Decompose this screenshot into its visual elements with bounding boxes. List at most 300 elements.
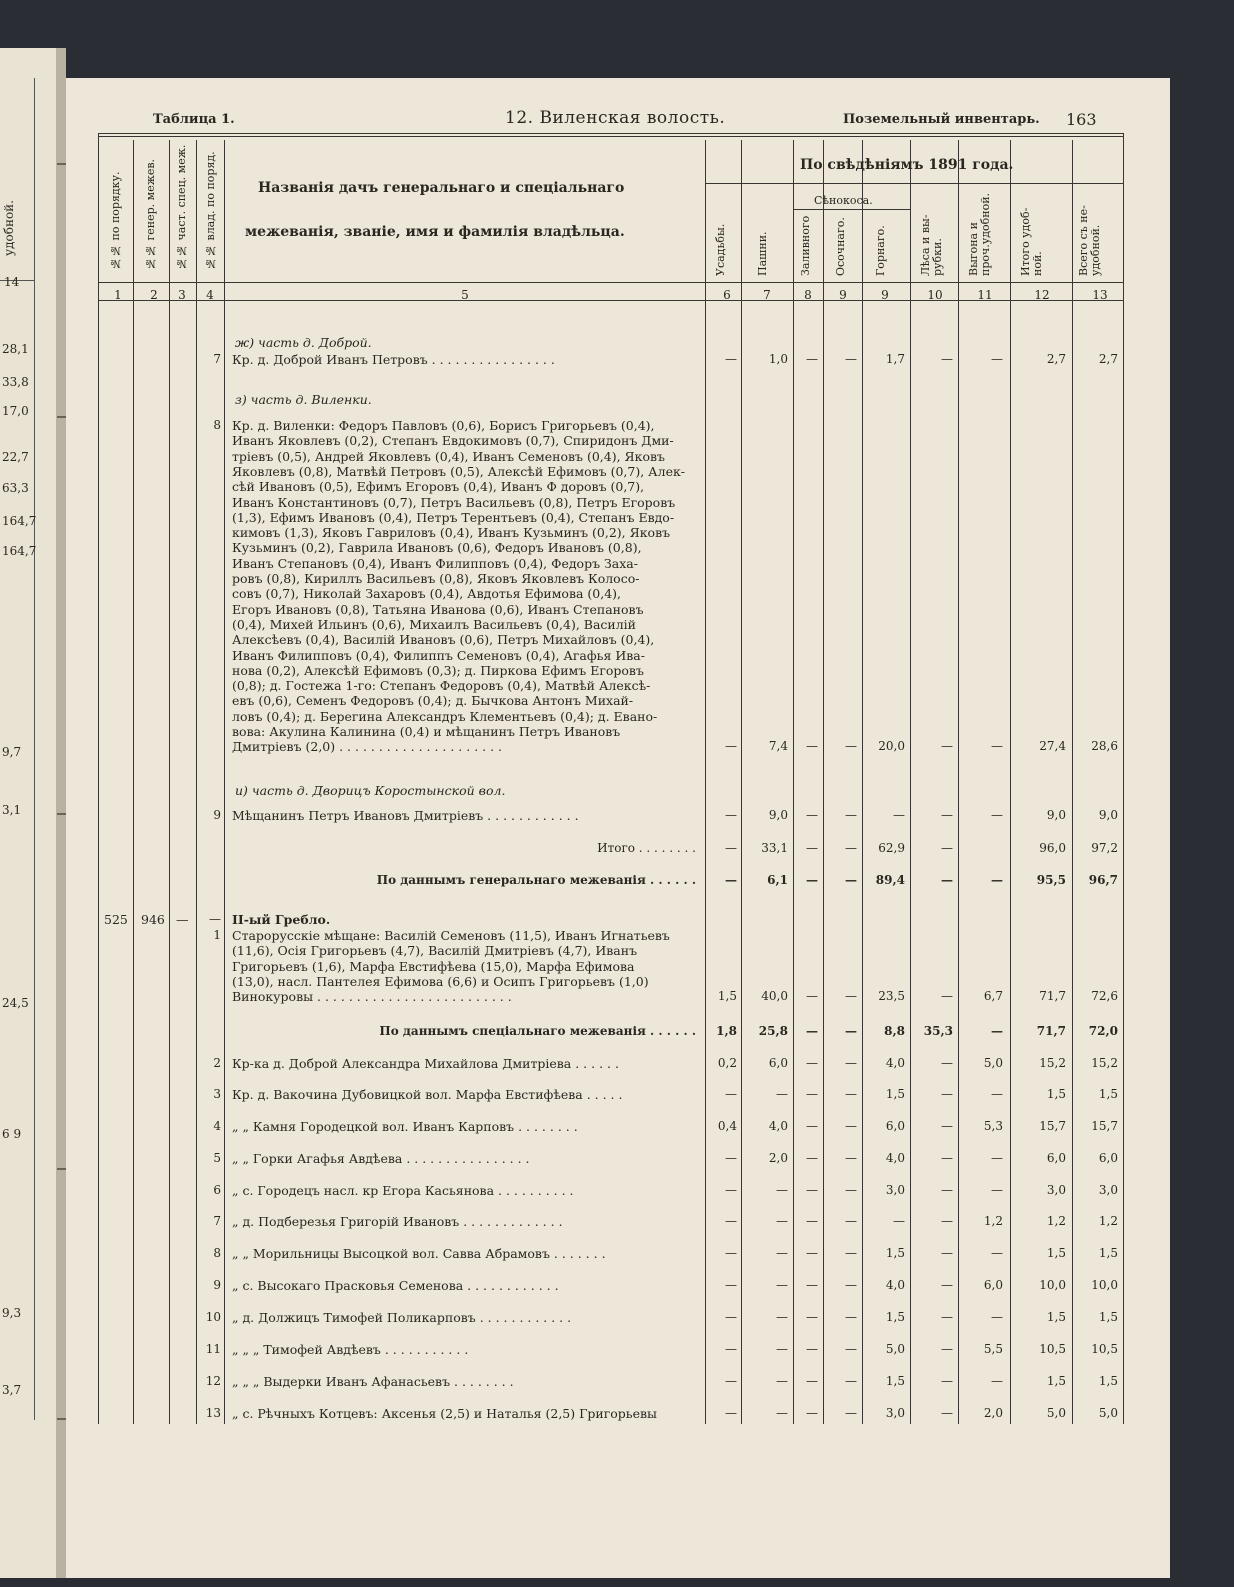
row-value: — xyxy=(845,873,857,887)
row-value: — xyxy=(845,1342,857,1356)
row-value: 33,1 xyxy=(761,841,788,855)
row-total-label: По даннымъ генеральнаго межеванія . . . . . . xyxy=(376,873,696,887)
page-title: 12. Виленская волость. xyxy=(505,108,726,128)
subgroup-rule xyxy=(793,209,910,210)
row-number-owner: 13 xyxy=(205,1406,221,1420)
row-description-line: Винокуровы . . . . . . . . . . . . . . . . . . . . . . . . . xyxy=(232,989,512,1005)
row-value: — xyxy=(845,989,857,1004)
row-value: 1,5 xyxy=(1098,1246,1118,1260)
row-value: 95,5 xyxy=(1036,873,1066,887)
grid-vline xyxy=(862,140,863,1424)
left-page-number: 164,7 xyxy=(2,544,37,558)
row-value: 9,0 xyxy=(768,808,788,822)
row-value: 5,5 xyxy=(983,1342,1003,1356)
grid-vline xyxy=(169,140,170,1424)
row-value: 6,7 xyxy=(983,989,1003,1004)
row-subheading: и) часть д. Дворицъ Коростынской вол. xyxy=(235,783,506,798)
row-number-owner: 6 xyxy=(213,1183,221,1197)
row-value: 72,6 xyxy=(1091,989,1118,1004)
column-number: 9 xyxy=(881,288,889,302)
row-value: — xyxy=(941,739,953,754)
row-value: 1,5 xyxy=(885,1310,905,1324)
page-number: 163 xyxy=(1066,110,1097,129)
row-value: — xyxy=(991,1151,1003,1165)
left-page-number: 164,7 xyxy=(2,514,37,528)
grid-vline xyxy=(196,140,197,1424)
row-number-order: 525 xyxy=(104,912,128,927)
row-value: 4,0 xyxy=(885,1278,905,1292)
row-value: 62,9 xyxy=(878,841,905,855)
column-number: 13 xyxy=(1092,288,1108,302)
row-number-owner: 3 xyxy=(213,1087,221,1101)
row-value: 10,5 xyxy=(1039,1342,1066,1356)
row-value: — xyxy=(845,1374,857,1388)
row-description: „ „ Горки Агафья Авдѣева . . . . . . . . . . . . . . . . xyxy=(232,1151,530,1166)
row-description-line: Кузьминъ (0,2), Гаврила Ивановъ (0,6), Федоръ Ивановъ (0,8), xyxy=(232,540,642,556)
row-subheading: ж) часть д. Доброй. xyxy=(235,335,372,350)
row-value: — xyxy=(725,1214,737,1228)
row-number-general: 946 xyxy=(141,912,165,927)
row-value: 1,5 xyxy=(1046,1246,1066,1260)
row-value: — xyxy=(806,352,818,366)
row-number-owner: 10 xyxy=(205,1310,221,1324)
row-value: 1,2 xyxy=(1046,1214,1066,1228)
row-value: — xyxy=(806,739,818,754)
row-value: — xyxy=(806,1246,818,1260)
row-description-line: Алексѣевъ (0,4), Василій Ивановъ (0,6), Петръ Михайловъ (0,4), xyxy=(232,632,655,648)
row-value: 1,5 xyxy=(717,989,737,1004)
row-value: — xyxy=(941,1056,953,1070)
row-value: 5,0 xyxy=(983,1056,1003,1070)
left-page-number: 9,7 xyxy=(2,745,22,759)
row-value: — xyxy=(991,739,1003,754)
row-value: 1,5 xyxy=(1098,1374,1118,1388)
col-header-9: Осочнаго. xyxy=(834,217,847,276)
row-value: — xyxy=(806,1374,818,1388)
grid-vline xyxy=(910,140,911,1424)
row-value: 10,0 xyxy=(1091,1278,1118,1292)
row-value: 3,0 xyxy=(1046,1183,1066,1197)
group-rule xyxy=(705,183,1123,184)
row-value: 40,0 xyxy=(761,989,788,1004)
row-value: — xyxy=(725,1278,737,1292)
row-description-line: тріевъ (0,5), Андрей Яковлевъ (0,4), Иванъ Семеновъ (0,4), Яковъ xyxy=(232,448,665,464)
col-header-11: Выгона и проч.удобной. xyxy=(967,192,992,276)
row-value: 2,7 xyxy=(1046,352,1066,366)
row-value: — xyxy=(845,1024,857,1038)
grid-header-rule xyxy=(98,282,1123,283)
row-value: 96,7 xyxy=(1088,873,1118,887)
grid-top-rule-2 xyxy=(98,136,1123,137)
row-number-owner: — xyxy=(209,912,221,926)
row-number-owner: 7 xyxy=(213,1214,221,1228)
column-number: 4 xyxy=(206,288,214,302)
row-value: — xyxy=(725,1342,737,1356)
row-description: „ с. Высокаго Прасковья Семенова . . . . . . . . . . . . xyxy=(232,1278,559,1293)
subgroup-header: Сѣнокоса. xyxy=(814,194,873,207)
row-value: — xyxy=(725,1310,737,1324)
col-header-5-line1: Названія дачъ генеральнаго и спеціальнаго xyxy=(258,180,625,196)
row-value: — xyxy=(725,1246,737,1260)
row-number-owner: 11 xyxy=(205,1342,221,1356)
row-description-line: Яковлевъ (0,8), Матвѣй Петровъ (0,5), Алексѣй Ефимовъ (0,7), Алек- xyxy=(232,463,686,479)
row-value: 27,4 xyxy=(1039,739,1066,754)
row-value: 6,1 xyxy=(767,873,788,887)
grid-vline xyxy=(224,140,225,1424)
row-value: — xyxy=(725,1374,737,1388)
row-description-line: Иванъ Константиновъ (0,7), Петръ Васильевъ (0,8), Петръ Егоровъ xyxy=(232,494,676,510)
row-value: — xyxy=(776,1183,788,1197)
column-number: 8 xyxy=(804,288,812,302)
grid-top-rule xyxy=(98,133,1123,134)
row-value: 2,0 xyxy=(768,1151,788,1165)
row-number-owner: 2 xyxy=(213,1056,221,1070)
row-description: Кр. д. Вакочина Дубовицкой вол. Марфа Евстифѣева . . . . . xyxy=(232,1087,623,1102)
row-value: 6,0 xyxy=(1098,1151,1118,1165)
row-value: 1,7 xyxy=(885,352,905,366)
row-value: 1,5 xyxy=(885,1087,905,1101)
grid-vline xyxy=(1072,140,1073,1424)
row-value: 1,5 xyxy=(1046,1310,1066,1324)
row-value: — xyxy=(991,873,1003,887)
column-number: 2 xyxy=(150,288,158,302)
left-page-number: 22,7 xyxy=(2,450,29,464)
col-header-3: №№ част. спец. меж. xyxy=(175,144,188,270)
row-description-line: Иванъ Степановъ (0,4), Иванъ Филипповъ (0,4), Федоръ Заха- xyxy=(232,555,638,571)
row-value: — xyxy=(941,1374,953,1388)
grid-vline xyxy=(133,140,134,1424)
row-value: — xyxy=(845,1183,857,1197)
row-value: — xyxy=(941,1342,953,1356)
row-value: — xyxy=(806,1214,818,1228)
row-value: 3,0 xyxy=(1098,1183,1118,1197)
column-number: 7 xyxy=(763,288,771,302)
row-value: 10,5 xyxy=(1091,1342,1118,1356)
row-description-line: (0,4), Михей Ильинъ (0,6), Михаилъ Васильевъ (0,4), Василій xyxy=(232,616,637,632)
grid-vline xyxy=(1010,140,1011,1424)
row-value: 6,0 xyxy=(885,1119,905,1133)
row-value: — xyxy=(806,1087,818,1101)
row-value: 3,0 xyxy=(885,1183,905,1197)
row-value: 1,5 xyxy=(1098,1310,1118,1324)
column-number: 11 xyxy=(977,288,993,302)
row-value: 89,4 xyxy=(875,873,905,887)
row-value: — xyxy=(776,1310,788,1324)
column-number: 6 xyxy=(723,288,731,302)
row-value: — xyxy=(776,1087,788,1101)
row-total-label: Итого . . . . . . . . xyxy=(597,841,696,855)
row-value: — xyxy=(941,989,953,1004)
row-value: — xyxy=(941,1214,953,1228)
col-header-8: Заливного xyxy=(799,215,812,276)
row-value: 71,7 xyxy=(1036,1024,1066,1038)
row-value: 9,0 xyxy=(1098,808,1118,822)
row-description: „ „ Морильницы Высоцкой вол. Савва Абрамовъ . . . . . . . xyxy=(232,1246,606,1261)
row-value: 71,7 xyxy=(1039,989,1066,1004)
row-description-line: евъ (0,6), Семенъ Федоровъ (0,4); д. Бычкова Антонъ Михай- xyxy=(232,693,634,709)
column-number: 12 xyxy=(1034,288,1050,302)
left-page-header: удобной. xyxy=(2,200,16,256)
row-number-owner: 8 xyxy=(213,1246,221,1260)
row-value: — xyxy=(806,989,818,1004)
row-description-line: ровъ (0,8), Кириллъ Васильевъ (0,8), Яковъ Яковлевъ Колосо- xyxy=(232,571,640,586)
row-value: — xyxy=(725,1183,737,1197)
row-value: — xyxy=(941,873,953,887)
row-value: — xyxy=(806,873,818,887)
row-description: „ с. Городецъ насл. кр Егора Касьянова . . . . . . . . . . xyxy=(232,1183,574,1198)
row-value: 0,4 xyxy=(717,1119,737,1133)
row-number-owner: 1 xyxy=(213,928,221,942)
row-value: — xyxy=(806,1278,818,1292)
row-value: 72,0 xyxy=(1088,1024,1118,1038)
row-value: — xyxy=(845,1151,857,1165)
left-page-col-number: 14 xyxy=(4,275,20,289)
row-value: — xyxy=(806,1310,818,1324)
row-value: — xyxy=(845,352,857,366)
column-number: 3 xyxy=(178,288,186,302)
row-description: „ д. Подберезья Григорій Ивановъ . . . . . . . . . . . . . xyxy=(232,1214,563,1229)
row-value: — xyxy=(991,1087,1003,1101)
row-subheading: з) часть д. Виленки. xyxy=(235,392,372,407)
row-value: — xyxy=(776,1246,788,1260)
row-value: — xyxy=(991,1246,1003,1260)
row-value: — xyxy=(941,1246,953,1260)
grid-vline xyxy=(823,140,824,1424)
row-value: — xyxy=(806,841,818,855)
col-header-5-line2: межеванія, званіе, имя и фамилія владѣльца. xyxy=(245,224,625,240)
row-number-owner: 5 xyxy=(213,1151,221,1165)
row-value: — xyxy=(845,808,857,822)
row-value: — xyxy=(845,1056,857,1070)
row-description-line: (11,6), Осія Григорьевъ (4,7), Василій Дмитріевъ (4,7), Иванъ xyxy=(232,943,638,959)
col-header-1: №№ по порядку. xyxy=(109,171,122,270)
row-value: — xyxy=(991,1374,1003,1388)
row-value: 15,7 xyxy=(1039,1119,1066,1133)
row-description: Кр-ка д. Доброй Александра Михайлова Дмитріева . . . . . . xyxy=(232,1056,619,1071)
row-value: — xyxy=(806,1406,818,1420)
row-value: — xyxy=(845,1087,857,1101)
row-value: 5,3 xyxy=(983,1119,1003,1133)
col-header-10: Лѣса и вы-рубки. xyxy=(919,214,944,276)
grid-vline xyxy=(741,140,742,1424)
row-value: — xyxy=(725,1151,737,1165)
row-value: 1,5 xyxy=(885,1246,905,1260)
row-value: — xyxy=(806,1024,818,1038)
row-value: 6,0 xyxy=(983,1278,1003,1292)
row-number-owner: 7 xyxy=(213,352,221,366)
row-description-line: ловъ (0,4); д. Берегина Александръ Клементьевъ (0,4); д. Евано- xyxy=(232,708,658,724)
row-value: — xyxy=(941,1119,953,1133)
row-value: — xyxy=(845,1278,857,1292)
row-description-line: Егоръ Ивановъ (0,8), Татьяна Иванова (0,6), Иванъ Степановъ xyxy=(232,601,644,617)
row-value: — xyxy=(845,841,857,855)
row-value: 1,2 xyxy=(1098,1214,1118,1228)
left-page-number: 3,7 xyxy=(2,1383,22,1397)
row-value: 10,0 xyxy=(1039,1278,1066,1292)
row-value: — xyxy=(725,808,737,822)
col-header-9b: Горнаго. xyxy=(874,225,887,276)
left-page-number: 9,3 xyxy=(2,1306,22,1320)
row-value: 1,5 xyxy=(1046,1374,1066,1388)
row-value: 28,6 xyxy=(1091,739,1118,754)
row-value: 96,0 xyxy=(1039,841,1066,855)
row-value: — xyxy=(776,1214,788,1228)
row-value: 97,2 xyxy=(1091,841,1118,855)
left-page-rule xyxy=(34,78,35,1420)
row-value: — xyxy=(991,1183,1003,1197)
row-value: — xyxy=(845,1406,857,1420)
row-number-special: — xyxy=(176,912,189,927)
row-value: 15,2 xyxy=(1091,1056,1118,1070)
row-value: 15,2 xyxy=(1039,1056,1066,1070)
row-description-line: Григорьевъ (1,6), Марфа Евстифѣева (15,0), Марфа Ефимова xyxy=(232,958,635,974)
row-number-owner: 9 xyxy=(213,808,221,822)
row-value: 9,0 xyxy=(1046,808,1066,822)
row-value: — xyxy=(806,1056,818,1070)
row-description-line: Дмитріевъ (2,0) . . . . . . . . . . . . . . . . . . . . . xyxy=(232,739,503,755)
row-value: — xyxy=(725,352,737,366)
row-description: „ „ Камня Городецкой вол. Иванъ Карповъ . . . . . . . . xyxy=(232,1119,578,1134)
column-number: 1 xyxy=(114,288,122,302)
row-value: — xyxy=(941,1151,953,1165)
row-description-line: сѣй Ивановъ (0,5), Ефимъ Егоровъ (0,4), Иванъ Ф доровъ (0,7), xyxy=(232,479,645,495)
row-description-line: Старорусскіе мѣщане: Василій Семеновъ (11,5), Иванъ Игнатьевъ xyxy=(232,928,670,943)
row-value: 35,3 xyxy=(923,1024,953,1038)
left-page-number: 33,8 xyxy=(2,375,29,389)
row-value: 25,8 xyxy=(758,1024,788,1038)
row-value: — xyxy=(941,1406,953,1420)
col-header-7: Пашни. xyxy=(756,231,769,276)
row-value: — xyxy=(845,1310,857,1324)
row-value: 20,0 xyxy=(878,739,905,754)
row-description-line: (13,0), насл. Пантелея Ефимова (6,6) и Осипъ Григорьевъ (1,0) xyxy=(232,973,649,989)
row-description: „ с. Рѣчныхъ Котцевъ: Аксенья (2,5) и Наталья (2,5) Григорьевы xyxy=(232,1406,657,1421)
col-header-2: №№ генер. межев. xyxy=(144,158,157,270)
row-value: — xyxy=(941,352,953,366)
row-description: Кр. д. Доброй Иванъ Петровъ . . . . . . . . . . . . . . . . xyxy=(232,352,555,367)
row-value: — xyxy=(776,1278,788,1292)
row-value: 1,5 xyxy=(885,1374,905,1388)
row-value: — xyxy=(725,873,737,887)
row-value: — xyxy=(845,1119,857,1133)
row-description: „ „ „ Тимофей Авдѣевъ . . . . . . . . . . . xyxy=(232,1342,469,1357)
row-value: — xyxy=(725,739,737,754)
col-header-6: Усадьбы. xyxy=(714,223,727,276)
row-value: 1,5 xyxy=(1046,1087,1066,1101)
row-number-owner: 12 xyxy=(205,1374,221,1388)
left-page-number: 6 9 xyxy=(2,1127,22,1141)
row-value: 7,4 xyxy=(768,739,788,754)
column-number: 9 xyxy=(839,288,847,302)
section-label: Поземельный инвентарь. xyxy=(843,112,1040,127)
row-value: 0,2 xyxy=(717,1056,737,1070)
column-number: 5 xyxy=(461,288,469,302)
column-number: 10 xyxy=(927,288,943,302)
row-value: — xyxy=(776,1406,788,1420)
left-page-number: 17,0 xyxy=(2,404,29,418)
row-value: 4,0 xyxy=(885,1056,905,1070)
row-value: 5,0 xyxy=(1046,1406,1066,1420)
grid-vline xyxy=(705,140,706,1424)
row-value: 23,5 xyxy=(878,989,905,1004)
row-value: 1,0 xyxy=(768,352,788,366)
col-header-12: Итого удоб-ной. xyxy=(1019,207,1044,276)
row-value: — xyxy=(941,841,953,855)
row-value: 1,2 xyxy=(983,1214,1003,1228)
grid-vline xyxy=(1123,133,1124,1424)
row-value: 3,0 xyxy=(885,1406,905,1420)
row-value: — xyxy=(845,739,857,754)
row-value: 15,7 xyxy=(1091,1119,1118,1133)
row-value: — xyxy=(776,1374,788,1388)
left-page-number: 3,1 xyxy=(2,803,22,817)
row-value: — xyxy=(725,1406,737,1420)
row-value: 2,7 xyxy=(1098,352,1118,366)
row-value: — xyxy=(845,1214,857,1228)
row-value: 5,0 xyxy=(885,1342,905,1356)
row-description-line: нова (0,2), Алексѣй Ефимовъ (0,3); д. Пиркова Ефимъ Егоровъ xyxy=(232,662,644,678)
row-value: — xyxy=(991,1310,1003,1324)
row-value: — xyxy=(991,1024,1003,1038)
row-number-owner: 8 xyxy=(213,418,221,432)
row-description-line: Иванъ Яковлевъ (0,2), Степанъ Евдокимовъ (0,7), Спиридонъ Дми- xyxy=(232,433,674,449)
row-value: — xyxy=(806,808,818,822)
left-page-number: 63,3 xyxy=(2,481,29,495)
row-value: — xyxy=(941,1183,953,1197)
row-description-line: совъ (0,7), Николай Захаровъ (0,4), Авдотья Ефимова (0,4), xyxy=(232,586,622,602)
row-value: — xyxy=(893,1214,905,1228)
grid-vline xyxy=(958,140,959,1424)
row-description-line: (0,8); д. Гостежа 1-го: Степанъ Федоровъ (0,4), Матвѣй Алексѣ- xyxy=(232,678,651,694)
row-number-owner: 4 xyxy=(213,1119,221,1133)
row-value: 4,0 xyxy=(885,1151,905,1165)
row-number-owner: 9 xyxy=(213,1278,221,1292)
grid-vline xyxy=(793,140,794,1424)
row-description: Мѣщанинъ Петръ Ивановъ Дмитріевъ . . . . . . . . . . . . xyxy=(232,808,579,823)
row-value: 5,0 xyxy=(1098,1406,1118,1420)
col-header-4: №№ влад. по поряд. xyxy=(204,151,217,270)
row-description-line: (1,3), Ефимъ Ивановъ (0,4), Петръ Терентьевъ (0,4), Степанъ Евдо- xyxy=(232,509,675,525)
row-value: — xyxy=(806,1183,818,1197)
row-value: — xyxy=(806,1342,818,1356)
row-description-line: Кр. д. Виленки: Федоръ Павловъ (0,6), Борисъ Григорьевъ (0,4), xyxy=(232,418,655,433)
row-value: — xyxy=(845,1246,857,1260)
row-value: — xyxy=(893,808,905,822)
row-heading: II-ый Гребло. xyxy=(232,912,331,927)
row-value: — xyxy=(806,1151,818,1165)
left-page-number: 28,1 xyxy=(2,342,29,356)
col-header-13: Всего съ не-удобной. xyxy=(1077,205,1102,276)
row-value: — xyxy=(941,1087,953,1101)
row-value: — xyxy=(941,1310,953,1324)
table-label: Таблица 1. xyxy=(153,112,235,127)
row-value: — xyxy=(991,808,1003,822)
row-value: — xyxy=(725,1087,737,1101)
row-value: 1,8 xyxy=(716,1024,737,1038)
group-header: По свѣдѣніямъ 1891 года. xyxy=(800,157,1014,173)
row-description-line: вова: Акулина Калинина (0,4) и мѣщанинъ Петръ Ивановъ xyxy=(232,724,621,739)
row-value: — xyxy=(776,1342,788,1356)
row-value: — xyxy=(806,1119,818,1133)
row-value: 4,0 xyxy=(768,1119,788,1133)
row-value: — xyxy=(941,808,953,822)
row-value: — xyxy=(991,352,1003,366)
row-value: 2,0 xyxy=(983,1406,1003,1420)
row-description: „ „ „ Выдерки Иванъ Афанасьевъ . . . . . . . . xyxy=(232,1374,514,1389)
row-value: 6,0 xyxy=(768,1056,788,1070)
row-value: 6,0 xyxy=(1046,1151,1066,1165)
row-total-label: По даннымъ спеціальнаго межеванія . . . . . . xyxy=(379,1024,696,1038)
